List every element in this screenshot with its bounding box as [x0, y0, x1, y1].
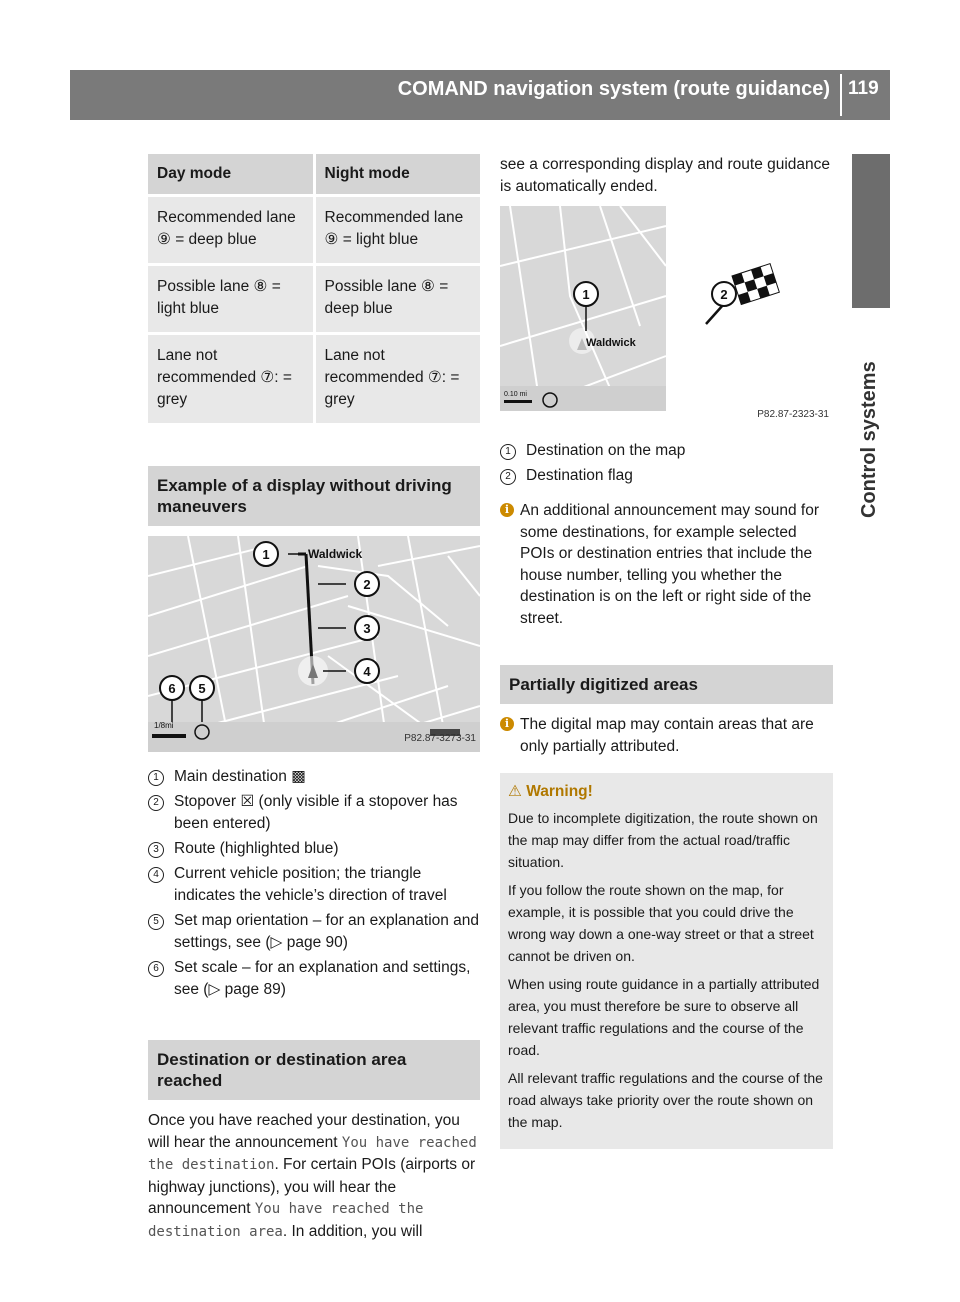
- item-text: Destination on the map: [526, 442, 686, 459]
- text-run: . For certain POIs (airports or highway junctions), you will hear the announcement: [148, 1156, 476, 1217]
- table-cell: Lane not recommended ⑦: = grey: [314, 334, 480, 424]
- warning-paragraph: If you follow the route shown on the map, for example, it is possible that you could drive the wrong way down a one-way street or that a street cannot be driven on.: [508, 882, 814, 964]
- map-image-destination: [500, 206, 833, 428]
- warning-paragraph: When using route guidance in a partially attributed area, you must therefore be sure to observe all relevant traffic regulations and the course of the road.: [508, 976, 820, 1058]
- side-tab: [852, 154, 890, 308]
- list-item: [500, 440, 833, 462]
- list-item: [148, 791, 480, 835]
- announcement-text: You have reached the destination: [148, 1134, 477, 1173]
- svg-text:5: 5: [198, 681, 206, 696]
- warning-title-text: Warning!: [526, 783, 593, 800]
- table-row: [148, 196, 480, 265]
- list-item: [148, 957, 480, 1001]
- map-scale-label: 1/8mi: [154, 721, 174, 730]
- header-separator: [840, 74, 842, 116]
- info-icon: i: [500, 717, 514, 731]
- map-graphic: [148, 536, 480, 752]
- table-row: [148, 334, 480, 424]
- image-code: P82.87-2323-31: [757, 408, 829, 420]
- warning-title: [508, 781, 825, 803]
- list-item: [148, 863, 480, 907]
- destination-paragraph: [148, 1110, 480, 1243]
- warning-box: [500, 773, 833, 1149]
- map-image-display-example: [148, 536, 480, 752]
- svg-text:1: 1: [262, 547, 270, 562]
- right-column: [500, 154, 833, 1149]
- svg-text:6: 6: [168, 681, 176, 696]
- info-note-digital-map: [500, 714, 833, 757]
- table-cell: Lane not recommended ⑦: = grey: [148, 334, 314, 424]
- list-item: [500, 465, 833, 487]
- table-cell: Possible lane ⑧ = light blue: [148, 265, 314, 334]
- map-town-label: Waldwick: [308, 547, 363, 561]
- table-row: [148, 265, 480, 334]
- section-heading-partially-digitized: Partially digitized areas: [500, 665, 833, 704]
- item-text: Destination flag: [526, 467, 633, 484]
- side-tab-label: Control systems: [858, 361, 880, 518]
- info-icon: i: [500, 503, 514, 517]
- list-item: [148, 838, 480, 860]
- item-text: Current vehicle position; the triangle indicates the vehicle’s direction of travel: [174, 865, 447, 904]
- item-text: Main destination ▩: [174, 768, 306, 785]
- lane-mode-table: [148, 154, 480, 423]
- item-text: Set map orientation – for an explanation and settings, see (▷ page 90): [174, 912, 480, 951]
- svg-text:2: 2: [363, 577, 371, 592]
- left-column: [148, 154, 480, 1243]
- table-cell: Recommended lane ⑨ = light blue: [314, 196, 480, 265]
- page-number: 119: [848, 78, 879, 99]
- svg-text:4: 4: [363, 664, 371, 679]
- table-header-day: Day mode: [148, 154, 314, 196]
- item-text: Set scale – for an explanation and settings, see (▷ page 89): [174, 959, 471, 998]
- section-heading-display-example: Example of a display without driving maneuvers: [148, 466, 480, 526]
- info-text: An additional announcement may sound for some destinations, for example selected POIs or destination entries that include the house number, telling you whether the destination is on the left or right side of the street.: [520, 502, 820, 627]
- table-cell: Recommended lane ⑨ = deep blue: [148, 196, 314, 265]
- warning-icon: ⚠: [508, 783, 522, 800]
- item-number: 4: [148, 867, 164, 883]
- table-cell: Possible lane ⑧ = deep blue: [314, 265, 480, 334]
- item-number: 6: [148, 961, 164, 977]
- page-header: [70, 70, 890, 120]
- continued-paragraph: see a corresponding display and route guidance is automatically ended.: [500, 156, 831, 195]
- svg-text:3: 3: [363, 621, 371, 636]
- list-item: [148, 910, 480, 954]
- map-scale-label: 0.10 mi: [504, 391, 527, 398]
- announcement-text: You have reached the destination area: [148, 1201, 424, 1240]
- info-note-announcement: [500, 500, 833, 629]
- svg-text:1: 1: [582, 287, 590, 302]
- destination-legend-list: [500, 440, 833, 487]
- svg-text:2: 2: [720, 287, 728, 302]
- warning-paragraph: All relevant traffic regulations and the course of the road always take priority over the route shown on the map.: [508, 1070, 823, 1130]
- image-code: P82.87-3273-31: [404, 732, 476, 744]
- table-header-night: Night mode: [314, 154, 480, 196]
- legend-list: [148, 766, 480, 1001]
- item-number: 2: [500, 469, 516, 485]
- item-text: Stopover ☒ (only visible if a stopover has been entered): [174, 793, 458, 832]
- section-heading-destination-reached: Destination or destination area reached: [148, 1040, 480, 1100]
- text-run: Once you have reached your destination, you will hear the announcement: [148, 1112, 460, 1151]
- item-number: 3: [148, 842, 164, 858]
- item-number: 1: [148, 770, 164, 786]
- info-text: The digital map may contain areas that are only partially attributed.: [520, 716, 814, 755]
- header-title: COMAND navigation system (route guidance): [397, 78, 830, 100]
- item-text: Route (highlighted blue): [174, 840, 339, 857]
- text-run: . In addition, you will: [282, 1222, 423, 1240]
- map-town-label: Waldwick: [586, 337, 636, 349]
- warning-paragraph: Due to incomplete digitization, the route shown on the map may differ from the actual road/traffic situation.: [508, 810, 818, 870]
- destination-graphic: [500, 206, 833, 428]
- list-item: [148, 766, 480, 788]
- item-number: 1: [500, 444, 516, 460]
- item-number: 5: [148, 914, 164, 930]
- item-number: 2: [148, 795, 164, 811]
